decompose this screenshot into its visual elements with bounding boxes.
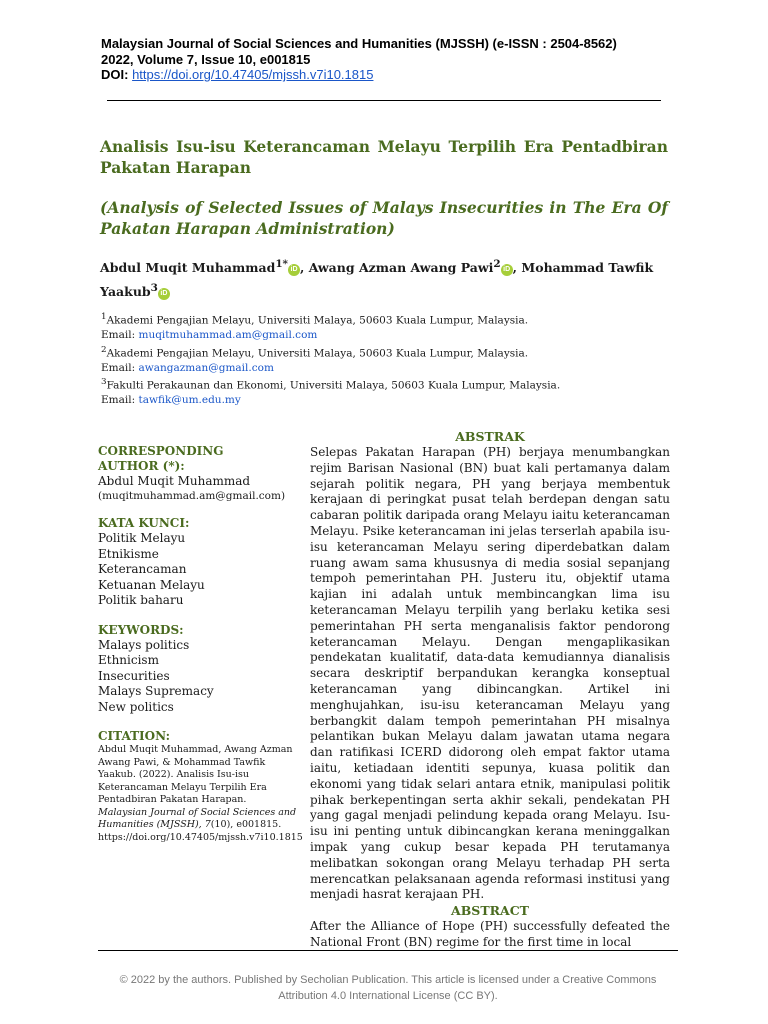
journal-volume: 2022, Volume 7, Issue 10, e001815 (101, 51, 311, 67)
citation-text: Abdul Muqit Muhammad, Awang Azman Awang Pawi, & Mohammad Tawfik Yaakub. (2022). Analisis Isu-isu Keterancaman Melayu Terpilih Era Pentadbiran Pakatan Harapan. Malaysian Journal of Social Sciences and Humanities (MJSSH), 7(10), e001815. https://doi.org/10.47405/mjssh.v7i10.1815 (98, 744, 303, 843)
journal-header (101, 36, 681, 83)
affiliation-1: $^1$Akademi Pengajian Melayu, Universiti Malaya, 50603 Kuala Lumpur, Malaysia. (101, 312, 529, 327)
keyword-item: Insecurities (98, 668, 170, 683)
keyword-item: Ethnicism (98, 653, 159, 667)
affiliation-3-email: Email: tawfik@um.edu.my (101, 394, 241, 406)
orcid-icon[interactable]: iD (158, 288, 170, 300)
article-sidebar (98, 444, 303, 844)
affiliations (101, 310, 671, 408)
author-2: Awang Azman Awang Pawi$^2$ iD , (308, 258, 522, 276)
author-affil-mark: 3 (150, 282, 158, 295)
author-affil-mark: 2 (493, 258, 501, 270)
affiliation-2: $^2$Akademi Pengajian Melayu, Universiti Malaya, 50603 Kuala Lumpur, Malaysia. (101, 344, 529, 359)
author-1: Abdul Muqit Muhammad$^{1*}$ iD , (100, 258, 309, 276)
kata-kunci-item: Politik baharu (98, 593, 184, 607)
doi-label: DOI: (101, 67, 129, 82)
author-name: Mohammad Tawfik Yaakub (100, 260, 654, 300)
doi-link[interactable]: https://doi.org/10.47405/mjssh.v7i10.1815 (132, 67, 374, 82)
author-affil-mark: 1* (275, 258, 288, 270)
citation-heading: CITATION: (98, 729, 171, 743)
footer-divider (98, 950, 678, 951)
article-title: Analisis Isu-isu Keterancaman Melayu Terpilih Era Pentadbiran Pakatan Harapan (100, 137, 668, 177)
journal-name: Malaysian Journal of Social Sciences and Humanities (MJSSH) (e-ISSN : 2504-8562) (101, 36, 617, 51)
email-link[interactable]: muqitmuhammad.am@gmail.com (138, 329, 318, 341)
license-footer: © 2022 by the authors. Published by Secholian Publication. This article is licensed under a Creative Commons Attribution 4.0 International License (CC BY). (119, 974, 657, 1002)
orcid-icon[interactable]: iD (501, 264, 513, 276)
keyword-item: Malays politics (98, 637, 190, 652)
author-name: Awang Azman Awang Pawi (308, 260, 494, 276)
abstrak-body: Selepas Pakatan Harapan (PH) berjaya menumbangkan rejim Barisan Nasional (BN) buat kali pertamanya dalam sejarah politik negara, PH yang berjaya membentuk kerajaan di peringkat pusat telah berdepan dengan satu cabaran politik daripada orang Melayu iaitu keterancaman Melayu. Psike keterancaman ini jelas terserlah apabila isu-isu keterancaman Melayu sering diperdebatkan dalam ruang awam sama khususnya di media sosial sepanjang tempoh pemerintahan PH. Justeru itu, objektif utama kajian ini adalah untuk membincangkan lima isu keterancaman Melayu terpilih yang berlaku ketika sesi pemerintahan PH serta menganalisis faktor pendorong keterancaman Melayu. Dengan mengaplikasikan pendekatan kualitatif, data-data kemudiannya dianalisis secara deskriptif berpandukan kerangka konseptual keterancaman yang dibincangkan. Artikel ini menghujahkan, isu-isu keterancaman Melayu yang berbangkit dalam tempoh pemerintahan PH misalnya pelantikan bukan Melayu dalam jawatan utama negara dan ratifikasi ICERD didorong oleh empat faktor utama iaitu, ketiadaan identiti sepunya, kuasa politik dan ekonomi yang tidak selari antara etnik, manipulasi politik pihak berkepentingan serta akhir sekali, pendekatan PH yang gagal menjadi pelindung kepada orang Melayu. Isu-isu ini penting untuk dibincangkan kerana meninggalkan impak yang cukup besar kepada PH terutamanya melibatkan sokongan orang Melayu terhadap PH serta merencatkan pelaksanaan agenda reformasi institusi yang menjadi hasrat kerajaan PH. (310, 445, 670, 902)
orcid-icon[interactable]: iD (288, 264, 300, 276)
affiliation-3: $^3$Fakulti Perakaunan dan Ekonomi, Universiti Malaya, 50603 Kuala Lumpur, Malaysia. (101, 377, 561, 392)
corresponding-author-heading: CORRESPONDING AUTHOR (*): (98, 444, 224, 473)
kata-kunci-item: Etnikisme (98, 546, 159, 561)
keyword-item: New politics (98, 699, 174, 714)
header-divider (107, 100, 661, 101)
keywords-heading: KEYWORDS: (98, 622, 184, 637)
corresponding-author-name: Abdul Muqit Muhammad (98, 474, 251, 488)
email-link[interactable]: awangazman@gmail.com (138, 361, 274, 374)
keyword-item: Malays Supremacy (98, 684, 214, 698)
kata-kunci-item: Politik Melayu (98, 531, 186, 545)
affiliation-1-email: Email: muqitmuhammad.am@gmail.com (101, 329, 318, 341)
author-list (100, 254, 670, 302)
article-subtitle: (Analysis of Selected Issues of Malays Insecurities in The Era Of Pakatan Harapan Administration) (100, 198, 668, 238)
corresponding-author-email: (muqitmuhammad.am@gmail.com) (98, 489, 286, 502)
kata-kunci-item: Ketuanan Melayu (98, 577, 205, 592)
kata-kunci-item: Keterancaman (98, 562, 187, 576)
citation-journal: Malaysian Journal of Social Sciences and Humanities (MJSSH), 7 (98, 806, 297, 830)
abstrak-heading: ABSTRAK (455, 429, 525, 444)
affiliation-2-email: Email: awangazman@gmail.com (101, 361, 274, 374)
doi-line (101, 67, 681, 83)
author-name: Abdul Muqit Muhammad (100, 260, 276, 276)
abstract-body: After the Alliance of Hope (PH) successfully defeated the National Front (BN) regime for the first time in local (310, 919, 670, 949)
email-link[interactable]: tawfik@um.edu.my (138, 394, 241, 406)
kata-kunci-heading: KATA KUNCI: (98, 516, 190, 530)
abstract-heading: ABSTRACT (451, 903, 529, 918)
